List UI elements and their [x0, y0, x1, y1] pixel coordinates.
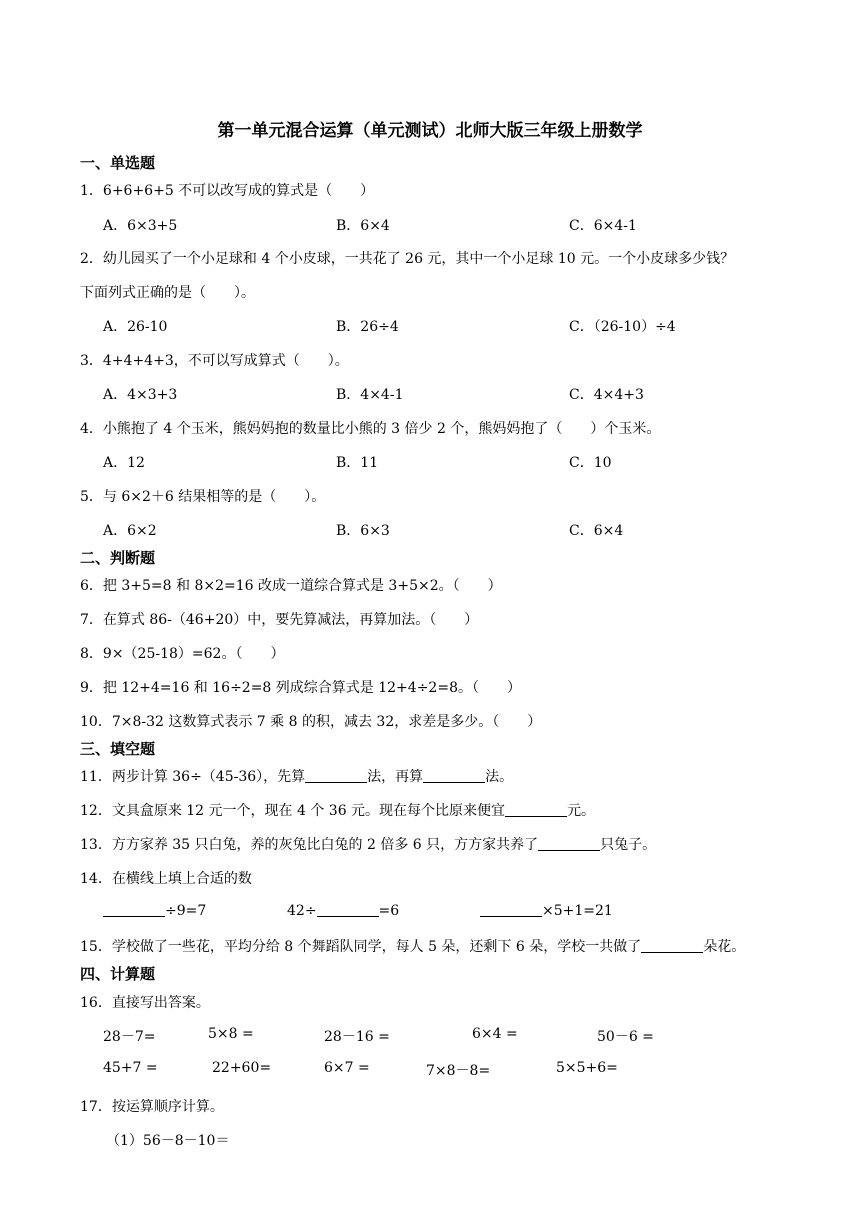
- section-heading-single-choice: 一、单选题: [80, 154, 156, 172]
- question-11: [80, 766, 513, 786]
- question-10: 10．7×8-32 这数算式表示 7 乘 8 的积，减去 32，求差是多少。（ ）: [80, 714, 542, 730]
- q16-item: 28－7=: [103, 1029, 156, 1045]
- q16-item: 5×5+6=: [556, 1060, 618, 1076]
- question-9: 9．把 12+4=16 和 16÷2=8 列成综合算式是 12+4÷2=8。（ ）: [80, 680, 521, 696]
- q16-item: 28－16 =: [324, 1029, 390, 1045]
- section-heading-calculation: 四、计算题: [80, 965, 156, 983]
- q15-text-1: 15．学校做了一些花，平均分给 8 个舞蹈队同学，每人 5 朵，还剩下 6 朵，学校一共做了: [80, 939, 642, 955]
- q2-option-c: C．（26-10）÷4: [569, 319, 676, 335]
- q4-option-c: C．10: [569, 455, 612, 471]
- q17-subquestion-1: （1）56－8－10＝: [106, 1133, 230, 1149]
- q12-text-2: 元。: [567, 803, 596, 819]
- q13-text-2: 只兔子。: [600, 837, 657, 853]
- q1-option-c: C．6×4-1: [569, 218, 637, 234]
- q11-text-2: 法，再算: [367, 769, 424, 785]
- question-15: [80, 936, 745, 956]
- q14-expression-1: [103, 902, 206, 919]
- answer-blank[interactable]: [641, 938, 703, 953]
- question-2-line-2: 下面列式正确的是（ ）。: [80, 285, 255, 301]
- q14-expression-3: [480, 902, 613, 919]
- question-2-line-1: 2．幼儿园买了一个小足球和 4 个小皮球，一共花了 26 元，其中一个小足球 10 元。一个小皮球多少钱？: [80, 251, 735, 267]
- answer-blank[interactable]: [538, 836, 600, 851]
- answer-blank[interactable]: [103, 902, 165, 917]
- question-16: 16．直接写出答案。: [80, 995, 210, 1011]
- q4-option-a: A．12: [103, 455, 145, 471]
- q5-option-a: A．6×2: [103, 523, 157, 539]
- q2-option-b: B．26÷4: [336, 319, 399, 335]
- q5-option-c: C．6×4: [569, 523, 624, 539]
- question-6: 6．把 3+5=8 和 8×2=16 改成一道综合算式是 3+5×2。（ ）: [80, 578, 502, 594]
- q1-option-a: A．6×3+5: [103, 218, 178, 234]
- q16-item: 50－6 =: [597, 1029, 654, 1045]
- q14-expression-2: [287, 902, 399, 919]
- q16-item: 5×8 =: [208, 1026, 254, 1042]
- q12-text-1: 12．文具盒原来 12 元一个，现在 4 个 36 元。现在每个比原来便宜: [80, 803, 506, 819]
- section-heading-true-false: 二、判断题: [80, 549, 156, 567]
- question-3: 3．4+4+4+3，不可以写成算式（ ）。: [80, 353, 349, 369]
- q15-text-2: 朵花。: [703, 939, 746, 955]
- q14-expr-1-text: ÷9=7: [165, 903, 207, 919]
- question-5: 5．与 6×2＋6 结果相等的是（ ）。: [80, 489, 326, 505]
- q14-expr-2-text-a: 42÷: [287, 903, 317, 919]
- q11-text-3: 法。: [485, 769, 514, 785]
- q16-item: 6×7 =: [324, 1060, 370, 1076]
- q14-expr-2-text-b: =6: [378, 903, 400, 919]
- question-17: 17．按运算顺序计算。: [80, 1099, 224, 1115]
- q1-option-b: B．6×4: [336, 218, 390, 234]
- q13-text-1: 13．方方家养 35 只白兔，养的灰兔比白兔的 2 倍多 6 只，方方家共养了: [80, 837, 539, 853]
- q4-option-b: B．11: [336, 455, 379, 471]
- question-8: 8．9×（25-18）=62。（ ）: [80, 646, 285, 662]
- question-1: 1．6+6+6+5 不可以改写成的算式是（ ）: [80, 183, 375, 199]
- answer-blank[interactable]: [317, 902, 379, 917]
- q16-item: 45+7 =: [103, 1060, 158, 1076]
- q11-text-1: 11．两步计算 36÷（45-36），先算: [80, 769, 306, 785]
- page-title: 第一单元混合运算（单元测试）北师大版三年级上册数学: [217, 121, 643, 141]
- q16-item: 22+60=: [212, 1060, 272, 1076]
- answer-blank[interactable]: [505, 802, 567, 817]
- question-4: 4．小熊抱了 4 个玉米，熊妈妈抱的数量比小熊的 3 倍少 2 个，熊妈妈抱了（ ）个玉米。: [80, 421, 661, 437]
- q3-option-c: C．4×4+3: [569, 387, 644, 403]
- answer-blank[interactable]: [305, 768, 367, 783]
- q14-expr-3-text: ×5+1=21: [542, 903, 613, 919]
- answer-blank[interactable]: [480, 902, 542, 917]
- q3-option-a: A．4×3+3: [103, 387, 178, 403]
- q16-item: 7×8－8=: [426, 1063, 491, 1079]
- question-13: [80, 834, 656, 854]
- q3-option-b: B．4×4-1: [336, 387, 404, 403]
- q16-item: 6×4 =: [472, 1026, 518, 1042]
- q2-option-a: A．26-10: [103, 319, 168, 335]
- question-7: 7．在算式 86-（46+20）中，要先算减法，再算加法。（ ）: [80, 612, 479, 628]
- question-12: [80, 800, 595, 820]
- question-14: 14．在横线上填上合适的数: [80, 871, 252, 887]
- section-heading-fill-blank: 三、填空题: [80, 740, 156, 758]
- q5-option-b: B．6×3: [336, 523, 390, 539]
- answer-blank[interactable]: [423, 768, 485, 783]
